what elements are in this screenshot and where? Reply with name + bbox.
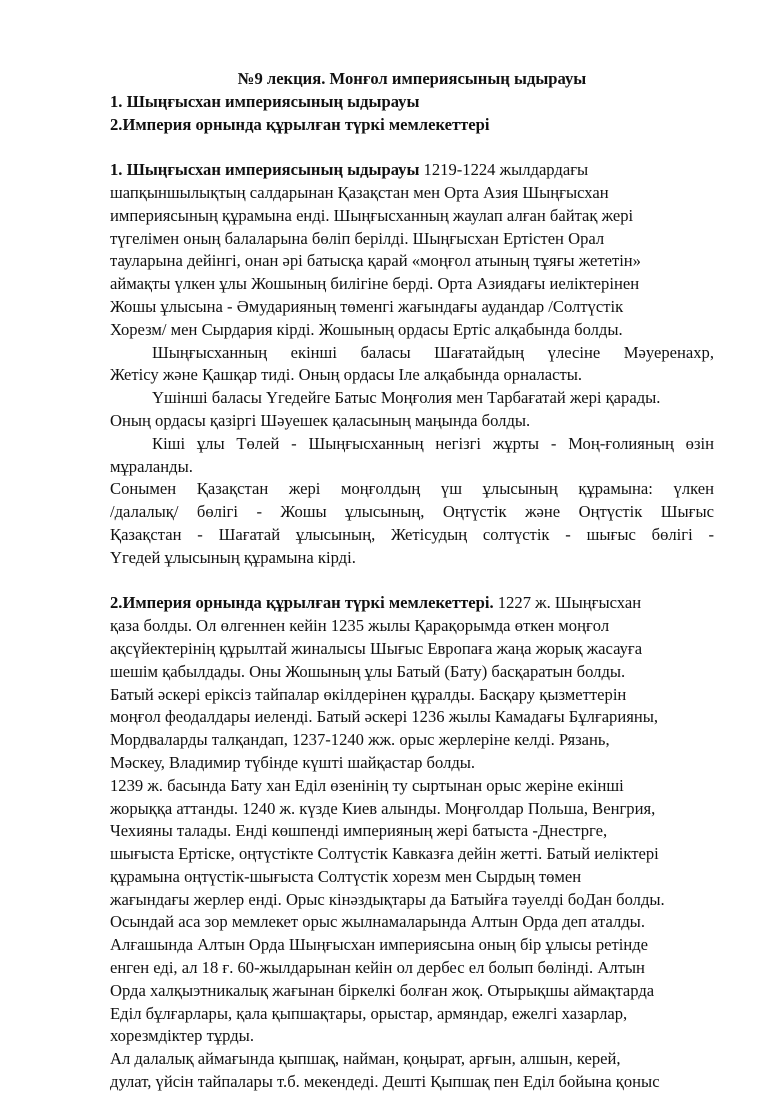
section1-text: Сонымен Қазақстан жері моңғолдың үш ұлысының құрамына: үлкен (110, 479, 714, 499)
section2-first-line (110, 592, 714, 615)
section2-text: Еділ бұлғарлары, қала қыпшақтары, орыстар, армяндар, ежелгі хазарлар, (110, 1003, 628, 1023)
section1-text: Қазақстан - Шағатай ұлысының, Жетісудың солтүстік - шығыс бөлігі - (110, 524, 714, 544)
section1-text: Үшінші баласы Үгедейге Батыс Моңғолия мен Тарбағатай жері қарады. (152, 388, 661, 408)
section2-text: Мәскеу, Владимир түбінде күшті шайқастар болды. (110, 752, 476, 772)
section1-first-line (110, 159, 714, 182)
section2-text: Батый әскері еріксіз тайпалар өкілдерінен құралды. Басқару қызметтерін (110, 684, 627, 704)
section2-text: Мордваларды талқандап, 1237-1240 жж. орыс жерлеріне келді. Рязань, (110, 730, 610, 750)
spacer (110, 570, 714, 593)
document-page (110, 68, 714, 1094)
section2-text: қаза болды. Ол өлгеннен кейін 1235 жылы Қарақорымда өткен моңғол (110, 616, 610, 636)
section2-text: дулат, үйсін тайпалары т.б. мекендеді. Дешті Қыпшақ пен Еділ бойына қоныс (110, 1072, 660, 1092)
section2-heading: 2.Империя орнында құрылған түркі мемлекеттері. (110, 593, 494, 613)
section2-text: ақсүйектерінің құрылтай жиналысы Шығыс Европаға жаңа жорық жасауға (110, 638, 643, 658)
section2-text: 1227 ж. Шыңғысхан (493, 593, 642, 613)
section1-text: Үгедей ұлысының құрамына кірді. (110, 547, 356, 567)
section2-text: жорыққа аттанды. 1240 ж. күзде Киев алынды. Моңғолдар Польша, Венгрия, (110, 798, 656, 818)
section1-heading: 1. Шыңғысхан империясының ыдырауы (110, 160, 420, 180)
section1-text: Шыңғысханның екінші баласы Шағатайдың үлесіне Мәуеренахр, (152, 342, 714, 362)
section2-text: шешім қабылдады. Оны Жошының ұлы Батый (Бату) басқаратын болды. (110, 661, 626, 681)
section2-text: 1239 ж. басында Бату хан Еділ өзенінің ту сыртынан орыс жеріне екінші (110, 775, 624, 795)
section1-text: тауларына дейінгі, онан әрі батысқа қарай «моңғол атының тұяғы жететін» (110, 251, 641, 271)
section1-text: 1219-1224 жылдардағы (419, 160, 589, 180)
spacer (110, 136, 714, 159)
page-title: №9 лекция. Монғол империясының ыдырауы (237, 69, 587, 88)
section1-text: мұраланды. (110, 456, 193, 476)
section1-text: Хорезм/ мен Сырдария кірді. Жошының ордасы Ертіс алқабында болды. (110, 319, 623, 339)
section1-text: империясының құрамына енді. Шыңғысханның жаулап алған байтақ жері (110, 205, 634, 225)
section1-text: аймақты үлкен ұлы Жошының билігіне берді. Орта Азиядағы иеліктерінен (110, 274, 640, 294)
section2-text: Осындай аса зор мемлекет орыс жылнамаларында Алтын Орда деп аталды. (110, 912, 645, 932)
section2-text: енген еді, ал 18 ғ. 60-жылдарынан кейін ол дербес ел болып бөлінді. Алтын (110, 958, 645, 978)
outline-item-1: 1. Шыңғысхан империясының ыдырауы (110, 91, 420, 111)
outline-item-2: 2.Империя орнында құрылған түркі мемлекеттері (110, 114, 490, 134)
section1-text: Жошы ұлысына - Әмударияның төменгі жағындағы аудандар /Солтүстік (110, 296, 624, 316)
section2-text: Чехияны талады. Енді көшпенді империяның жері батыста -Днестрге, (110, 821, 608, 841)
section1-text: Жетісу және Қашқар тиді. Оның ордасы Іле алқабында орналасты. (110, 365, 583, 385)
section2-text: Алғашында Алтын Орда Шыңғысхан империясына оның бір ұлысы ретінде (110, 935, 649, 955)
section2-text: моңғол феодалдары иеленді. Батый әскері 1236 жылы Камадағы Бұлғарияны, (110, 707, 659, 727)
section2-text: хорезмдіктер тұрды. (110, 1026, 254, 1046)
section2-text: Ал далалық аймағында қыпшақ, найман, қоңырат, арғын, алшын, керей, (110, 1049, 621, 1069)
section2-text: Орда халқыэтникалық жағынан біркелкі болған жоқ. Отырықшы аймақтарда (110, 980, 655, 1000)
section1-text: Кіші ұлы Төлей - Шыңғысханның негізгі жұрты - Моң-ғолияның өзін (152, 433, 714, 453)
section2-text: шығыста Ертіске, оңтүстікте Солтүстік Кавказға дейін жетті. Батый иеліктері (110, 844, 659, 864)
section1-text: шапқыншылықтың салдарынан Қазақстан мен Орта Азия Шыңғысхан (110, 182, 609, 202)
section1-text: /далалық/ бөлігі - Жошы ұлысының, Оңтүстік және Оңтүстік Шығыс (110, 502, 714, 522)
section2-text: құрамына оңтүстік-шығыста Солтүстік хорезм мен Сырдың төмен (110, 866, 582, 886)
section2-text: жағындағы жерлер енді. Орыс кінәздықтары да Батыйға тәуелді боДан болды. (110, 889, 665, 909)
section1-text: Оның ордасы қазіргі Шәуешек қаласының маңында болды. (110, 410, 531, 430)
section1-text: түгелімен оның балаларына бөліп берілді. Шыңғысхан Ертістен Орал (110, 228, 605, 248)
